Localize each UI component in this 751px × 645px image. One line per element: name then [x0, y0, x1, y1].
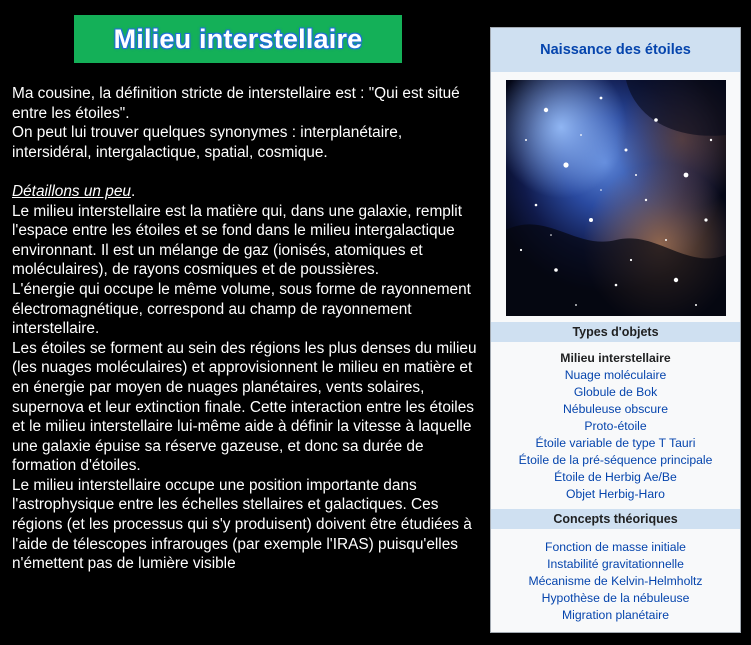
- page-title: Milieu interstellaire: [113, 23, 363, 54]
- types-link[interactable]: Étoile variable de type T Tauri: [535, 436, 696, 450]
- concepts-link[interactable]: Fonction de masse initiale: [545, 540, 686, 554]
- body-paragraph: Les étoiles se forment au sein des régions les plus denses du milieu (les nuages moléculaires) et approvisionnent le milieu en matière et en énergie par moyen de nuages planétaires, vents solaires, supernova et leur extinction finale. Cette interaction entre les étoiles et le milieu interstellaire lui-même aide à définir la vitesse à laquelle une galaxie épuise sa réserve gazeuse, et donc sa durée de formation d'étoiles.: [12, 339, 477, 475]
- list-item[interactable]: [491, 367, 740, 384]
- lead-text: Détaillons un peu: [12, 182, 131, 200]
- list-item[interactable]: [491, 556, 740, 573]
- list-item[interactable]: [491, 590, 740, 607]
- title-banner: [74, 15, 402, 63]
- list-item[interactable]: [491, 401, 740, 418]
- list-item[interactable]: [491, 452, 740, 469]
- concepts-link[interactable]: Migration planétaire: [561, 608, 670, 622]
- article-body: [12, 84, 482, 574]
- list-item[interactable]: [491, 418, 740, 435]
- types-link[interactable]: Objet Herbig-Haro: [566, 487, 665, 501]
- list-item-current: Milieu interstellaire: [560, 351, 671, 365]
- types-link[interactable]: Étoile de la pré-séquence principale: [518, 453, 713, 467]
- lead-line: [12, 182, 482, 202]
- list-item[interactable]: [491, 539, 740, 556]
- types-link[interactable]: Étoile de Herbig Ae/Be: [554, 470, 677, 484]
- types-list: [491, 342, 740, 503]
- types-link[interactable]: Proto-étoile: [584, 419, 647, 433]
- concepts-list: [491, 529, 740, 624]
- nebula-image[interactable]: [506, 80, 726, 316]
- body-paragraph: Le milieu interstellaire occupe une position importante dans l'astrophysique entre les échelles stellaires et galactiques. Ces régions (et les processus qui s'y produisent) doivent être étudiées à l'aide de télescopes infrarouges (par exemple l'IRAS) puisqu'elles n'émettent pas de lumière visible: [12, 476, 472, 573]
- types-heading: Types d'objets: [491, 322, 740, 342]
- intro-paragraph: On peut lui trouver quelques synonymes : interplanétaire, intersidéral, intergalactique, spatial, cosmique.: [12, 124, 403, 161]
- body-paragraph: L'énergie qui occupe le même volume, sous forme de rayonnement électromagnétique, correspond au champ de rayonnement interstellaire.: [12, 280, 471, 338]
- body-paragraph: Le milieu interstellaire est la matière qui, dans une galaxie, remplit l'espace entre les étoiles et se fond dans le milieu intergalactique environnant. Il est un mélange de gaz (ionisés, atomiques et moléculaires), de rayons cosmiques et de poussières.: [12, 202, 462, 279]
- concepts-link[interactable]: Instabilité gravitationnelle: [547, 557, 684, 571]
- list-item[interactable]: [491, 607, 740, 624]
- list-item[interactable]: [491, 573, 740, 590]
- list-item[interactable]: [491, 435, 740, 452]
- concepts-link[interactable]: Hypothèse de la nébuleuse: [541, 591, 690, 605]
- types-link[interactable]: Nuage moléculaire: [564, 368, 667, 382]
- infobox: [490, 27, 741, 633]
- paragraph-gap: [12, 162, 482, 182]
- intro-paragraph: Ma cousine, la définition stricte de interstellaire est : "Qui est situé entre les étoiles".: [12, 85, 460, 122]
- lead-suffix: .: [130, 182, 136, 200]
- list-item[interactable]: [491, 384, 740, 401]
- infobox-title[interactable]: Naissance des étoiles: [491, 28, 740, 72]
- types-link[interactable]: Globule de Bok: [573, 385, 658, 399]
- types-link[interactable]: Nébuleuse obscure: [562, 402, 669, 416]
- list-item[interactable]: [491, 469, 740, 486]
- concepts-heading: Concepts théoriques: [491, 509, 740, 529]
- list-item[interactable]: [491, 486, 740, 503]
- concepts-link[interactable]: Mécanisme de Kelvin-Helmholtz: [528, 574, 703, 588]
